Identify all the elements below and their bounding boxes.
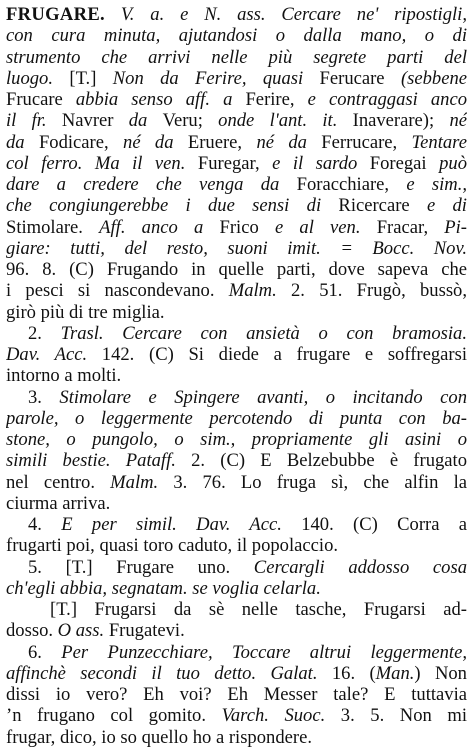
text-segment: Navrer [61, 110, 129, 132]
entry-line [6, 217, 467, 238]
text-segment: V. a. e N. ass. Cercare ne' ripostigli, [104, 4, 467, 25]
text-segment: Furegar, [197, 152, 273, 174]
text-segment: stone, o pungolo, o sim., propriamente gli asini o [6, 429, 467, 450]
entry-line [6, 344, 467, 365]
entry-line [6, 387, 467, 408]
entry-line [6, 195, 467, 216]
entry-line [6, 535, 467, 556]
text-segment: 140. (C) Corra a [301, 514, 467, 535]
text-segment: affinchè secondi il tuo detto. Galat. [6, 662, 332, 684]
text-segment: simili bestie. Pataff. [6, 450, 192, 472]
text-segment: Frugatevi. [108, 620, 185, 642]
entry-line [6, 47, 467, 68]
entry-line [6, 620, 467, 641]
text-segment: col ferro. Ma il ven. [6, 152, 198, 174]
text-segment: girò più di tre miglia. [6, 301, 165, 323]
text-segment: e contraggasi anco [307, 89, 467, 110]
text-segment: 16. ( [331, 662, 376, 684]
text-segment: dare a credere che venga da [6, 174, 297, 195]
text-segment: dosso. [6, 620, 58, 642]
text-segment: (sebbene [400, 67, 467, 89]
text-segment: Frucare [6, 89, 76, 110]
text-segment: nel centro. [6, 471, 111, 493]
text-segment: Aff. anco a [99, 216, 220, 238]
text-segment: né da [123, 131, 188, 153]
text-segment: 2. 51. Frugò, bussò, [291, 280, 467, 302]
text-segment: 142. (C) Si diede a frugare e soffregarsi [101, 344, 467, 365]
text-segment: dissi io vero? Eh voi? Eh Messer tale? E tuttavia [6, 684, 467, 705]
text-segment: da [128, 110, 163, 132]
text-segment: intorno a molti. [6, 365, 122, 387]
text-segment: né da [256, 131, 322, 153]
entry-line [6, 110, 467, 131]
text-segment: e al ven. [274, 216, 377, 238]
headword: FRUGARE. [6, 4, 105, 25]
entry-line [6, 259, 467, 280]
entry-line [6, 663, 467, 684]
text-segment: luogo. [6, 67, 54, 89]
text-segment: strumento che arrivi nelle più segrete parti del [6, 46, 467, 68]
text-segment: [T.] [53, 67, 113, 89]
text-segment: Malm. [228, 280, 291, 302]
text-segment: giare: tutti, del resto, suoni imit. = Bocc. Nov. [6, 237, 467, 259]
text-segment: Ferucare [319, 67, 401, 89]
text-segment: Foregai [369, 152, 440, 174]
text-segment: [T.] Frugarsi da sè nelle tasche, Frugarsi ad- [50, 599, 467, 620]
text-segment: Man. [375, 662, 415, 684]
entry-line [6, 323, 467, 344]
text-segment: Dav. Acc. [6, 344, 102, 365]
text-segment: e sim., [406, 174, 467, 195]
entry-line [6, 174, 467, 195]
text-segment: Tentare [411, 131, 467, 153]
text-segment: Inaverare); [352, 110, 450, 132]
entry-line [6, 25, 467, 46]
text-segment: il fr. [6, 110, 62, 132]
entry-line [6, 408, 467, 429]
text-segment: Foracchiare, [296, 174, 407, 195]
text-segment: Non da Ferire, quasi [112, 67, 320, 89]
text-segment: Veru; [162, 110, 219, 132]
text-segment: 2. [28, 322, 61, 344]
text-segment: può [439, 152, 467, 174]
text-segment: parole, o leggermente percotendo di punta con ba- [6, 407, 467, 429]
entry-line [6, 578, 467, 599]
text-segment: 3. 5. Non mi [340, 705, 467, 727]
text-segment: Stimolare. [6, 216, 100, 238]
text-segment: 6. [28, 641, 62, 663]
entry-line [6, 238, 467, 259]
text-segment: 3. 76. Lo fruga sì, che alfin la [173, 471, 467, 493]
text-segment: Frico [219, 216, 275, 238]
entry-line [6, 599, 467, 620]
text-segment: con cura minuta, ajutandosi o dalla mano, o di [6, 25, 467, 47]
entry-line [6, 68, 467, 89]
entry-line [6, 557, 467, 578]
entry-line [6, 280, 467, 301]
entry-line [6, 450, 467, 471]
entry-line [6, 429, 467, 450]
text-segment: ) Non [414, 662, 467, 684]
text-segment: 2. (C) E Belzebubbe è frugato [191, 450, 467, 472]
text-segment: Varch. Suoc. [221, 705, 341, 727]
text-segment: E per simil. Dav. Acc. [61, 514, 302, 535]
entry-line [6, 493, 467, 514]
text-segment: onde l'ant. it. [218, 110, 353, 132]
text-segment: ʼn frugano col gomito. [6, 705, 222, 727]
text-segment: frugar, dico, io so quello ho a rispondere. [6, 726, 312, 748]
text-segment: Ferrucare, [321, 131, 412, 153]
text-segment: e il sardo [272, 152, 370, 174]
text-segment: abbia senso aff. a [75, 89, 246, 110]
text-segment: 5. [T.] Frugare uno. [28, 556, 254, 578]
text-segment: Fodicare, [38, 131, 124, 153]
text-segment: ch'egli abbia, segnatam. se voglia celarla. [6, 577, 321, 599]
text-segment: da [6, 131, 39, 153]
text-segment: che congiungerebbe i due sensi di [6, 195, 339, 217]
entry-line [6, 472, 467, 493]
text-segment: Fracar, [376, 216, 445, 238]
text-segment: Ferire, [245, 89, 308, 110]
entry-line [6, 4, 467, 25]
entry-line [6, 642, 467, 663]
text-segment: 96. 8. (C) Frugando in quelle parti, dove sapeva che [6, 259, 467, 280]
text-segment: Trasl. Cercare con ansietà o con bramosia. [60, 322, 467, 344]
entry-line [6, 89, 467, 110]
text-segment: Stimolare e Spingere avanti, o incitando con [59, 386, 467, 408]
text-segment: né [449, 110, 467, 132]
text-segment: i pesci si nascondevano. [6, 280, 229, 302]
entry-line [6, 727, 467, 748]
entry-line [6, 705, 467, 726]
text-segment: 4. [28, 514, 62, 535]
text-segment: Per Punzecchiare, Toccare altrui leggermente, [61, 641, 467, 663]
entry-line [6, 132, 467, 153]
text-segment: frugarti poi, quasi toro caduto, il popolaccio. [6, 535, 339, 557]
text-segment: O ass. [57, 620, 109, 642]
entry-line [6, 302, 467, 323]
entry-line [6, 684, 467, 705]
text-segment: Cercargli addosso cosa [253, 556, 467, 578]
text-segment: Ricercare [338, 195, 427, 217]
text-segment: e di [426, 195, 467, 217]
entry-line [6, 365, 467, 386]
text-segment: ciurma arriva. [6, 492, 111, 514]
entry-line [6, 514, 467, 535]
text-segment: Pi- [444, 216, 467, 238]
text-segment: Eruere, [187, 131, 257, 153]
text-segment: Malm. [110, 471, 174, 493]
entry-line [6, 153, 467, 174]
text-segment: 3. [28, 386, 60, 408]
